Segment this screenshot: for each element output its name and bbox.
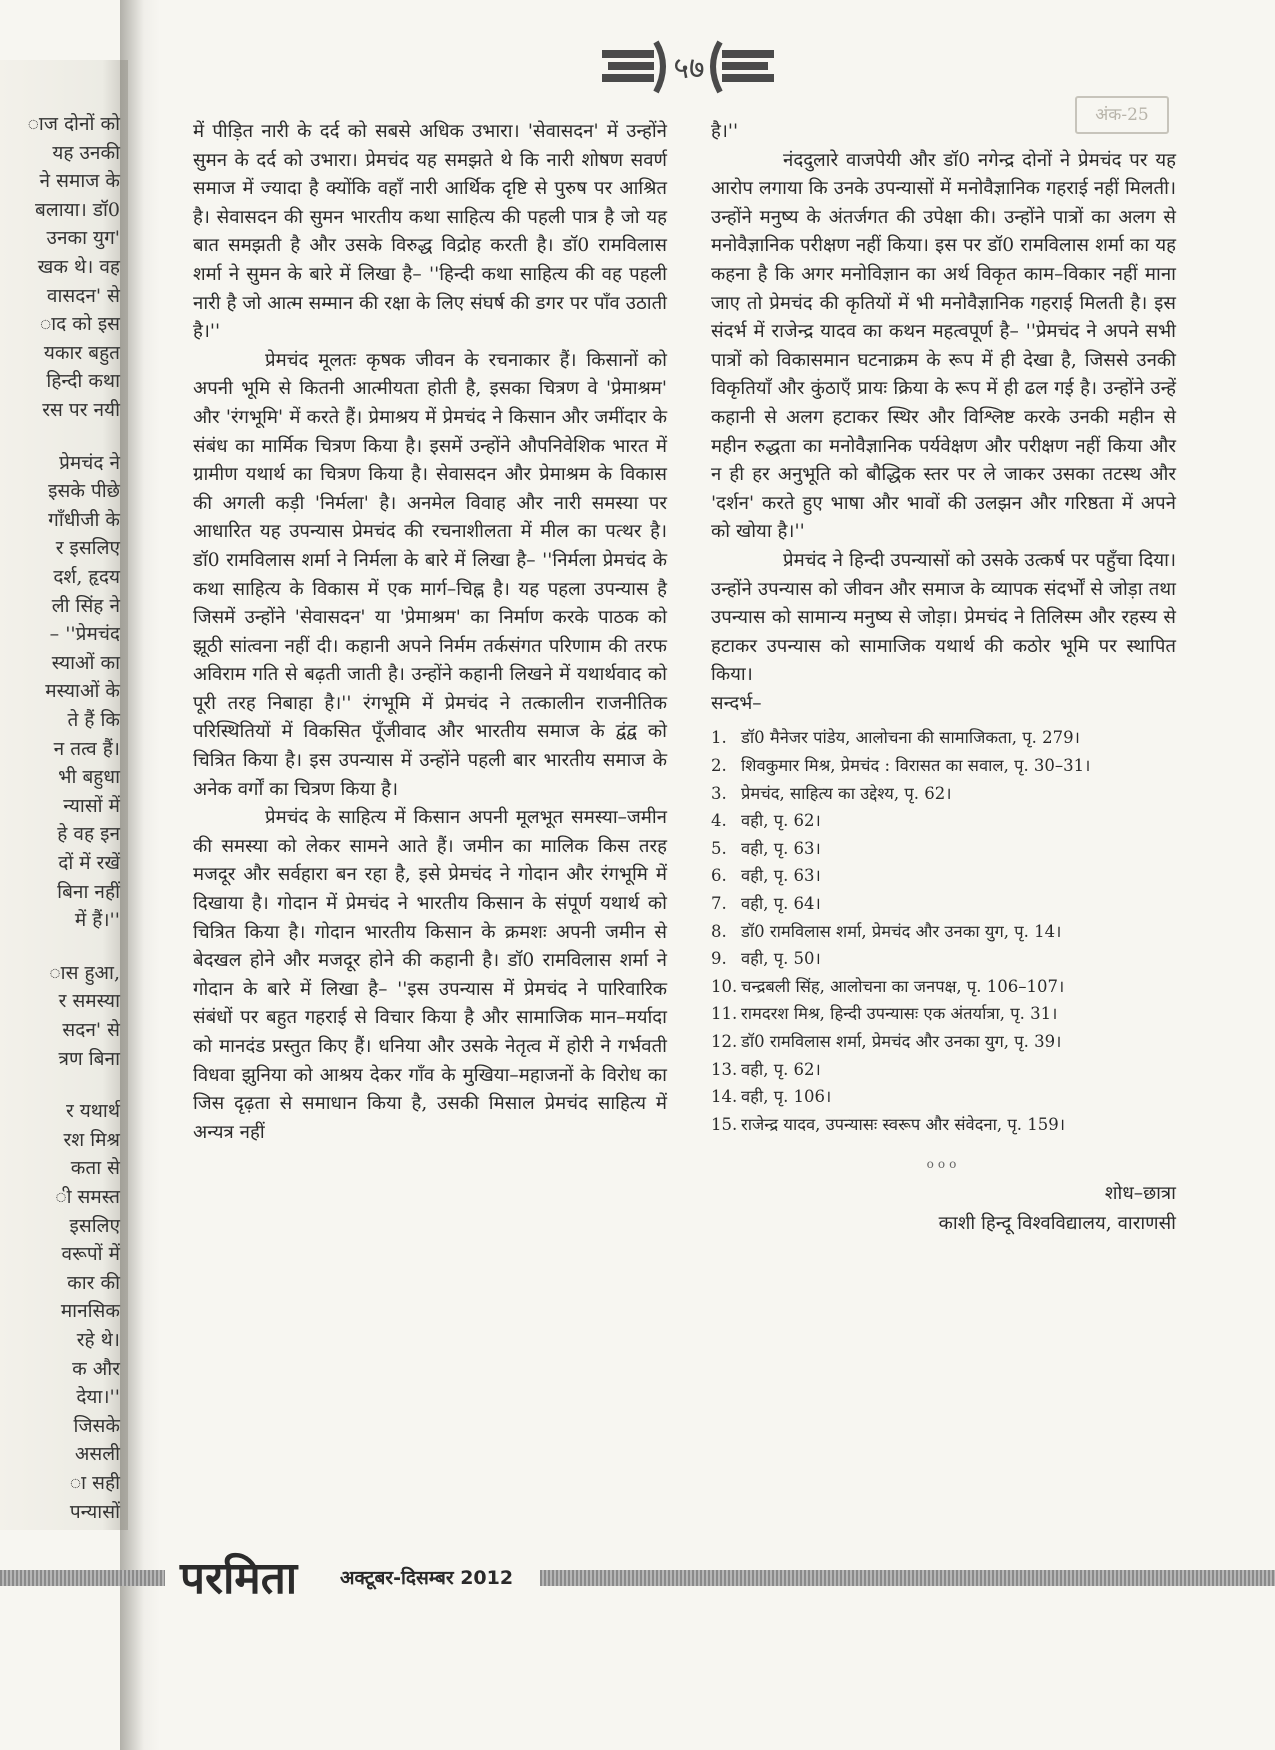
reference-number: 6. [711,866,727,886]
reference-item [711,1111,1176,1139]
reference-item [711,752,1176,780]
adjacent-page-line: र समस्या [58,990,120,1013]
adjacent-page-line: दों में रखें [58,852,120,874]
reference-item [711,1028,1176,1056]
adjacent-page-line: मानसिक [60,1300,120,1323]
adjacent-page-line: हे वह इन [57,823,120,846]
adjacent-page-line: न तत्व हैं। [53,737,120,760]
reference-text: राजेन्द्र यादव, उपन्यासः स्वरूप और संवेदना, पृ. 159। [741,1114,1066,1134]
reference-number: 9. [711,949,727,969]
adjacent-page-line: असली [74,1443,120,1466]
adjacent-page-line: ी समस्त [55,1186,120,1208]
adjacent-page-line: जिसके [73,1414,120,1437]
paragraph: नंददुलारे वाजपेयी और डॉ0 नगेन्द्र दोनों ने प्रेमचंद पर यह आरोप लगाया कि उनके उपन्यासों में मनोवैज्ञानिक गहराई नहीं मिलती। उन्होंने मनुष्य के अंतर्जगत की उपेक्षा की। उन्होंने पात्रों का अलग से मनोवैज्ञानिक परीक्षण नहीं किया। इस पर डॉ0 रामविलास शर्मा का यह कहना है कि अगर मनोविज्ञान का अर्थ विकृत काम–विकार नहीं माना जाए तो प्रेमचंद की कृतियों में भी मनोवैज्ञानिक गहराई मिलती है। इस संदर्भ में राजेन्द्र यादव का कथन महत्वपूर्ण है– ''प्रेमचंद ने अपने सभी पात्रों को विकासमान घटनाक्रम के रूप में ही देखा है, जिससे उनकी विकृतियाँ और कुंठाएँ प्रायः क्रिया के रूप में ही ढल गई है। उन्होंने उन्हें कहानी से अलग हटाकर स्थिर और विश्लिष्ट करके उनकी महीन से महीन रुद्धता का मनोवैज्ञानिक पर्यवेक्षण और परीक्षण नहीं किया और न ही हर अनुभूति को बौद्धिक स्तर पर ले जाकर उसका तटस्थ और 'दर्शन' करते हुए भाषा और भावों की उलझन और गरिष्ठता में अपने को खोया है।'' [711,149,1176,543]
references-title: सन्दर्भ– [711,692,762,714]
author-role: शोध–छात्रा [1104,1182,1176,1204]
adjacent-page-line: रस पर नयी [42,399,120,421]
quote-continuation: है।'' [711,121,739,142]
adjacent-page-line: कार की [67,1271,120,1294]
reference-number: 2. [711,756,727,776]
reference-number: 5. [711,838,727,858]
adjacent-page-line: रहे थे। [76,1329,120,1351]
adjacent-page-fragment [0,60,128,1530]
adjacent-page-line: बिना नहीं [57,880,120,903]
reference-number: 1. [711,728,727,748]
reference-number: 7. [711,894,727,914]
reference-text: वही, पृ. 62। [741,811,821,831]
reference-text: प्रेमचंद, साहित्य का उद्देश्य, पृ. 62। [741,783,952,803]
reference-item [711,1000,1176,1028]
book-gutter [120,0,160,1750]
adjacent-page-line: दर्श, हृदय [53,566,120,588]
reference-text: चन्द्रबली सिंह, आलोचना का जनपक्ष, पृ. 106–107। [741,976,1065,996]
reference-number: 10. [711,976,738,996]
adjacent-page-line: ाद को इस [39,313,120,336]
reference-item [711,724,1176,752]
adjacent-page-line: क और [72,1357,120,1380]
reference-number: 4. [711,811,727,831]
adjacent-page-line: र यथार्थ [65,1100,120,1123]
adjacent-page-line: सदन' से [62,1019,120,1041]
reference-item [711,1056,1176,1084]
reference-number: 13. [711,1059,738,1079]
reference-number: 12. [711,1032,738,1051]
reference-text: वही, पृ. 63। [741,838,821,858]
adjacent-page-line: देया।'' [76,1386,120,1409]
paragraph: प्रेमचंद मूलतः कृषक जीवन के रचनाकार हैं। किसानों को अपनी भूमि से कितनी आत्मीयता होती है, इसका चित्रण वे 'प्रेमाश्रम' और 'रंगभूमि' में करते हैं। प्रेमाश्रय में प्रेमचंद ने किसान और जमींदार के संबंध का मार्मिक चित्रण किया है। इसमें उन्होंने औपनिवेशिक भारत में ग्रामीण यथार्थ का चित्रण किया है। सेवासदन और प्रेमाश्रम के विकास की अगली कड़ी 'निर्मला' है। अनमेल विवाह और नारी समस्या पर आधारित यह उपन्यास प्रेमचंद की रचनाशीलता में मील का पत्थर है। डॉ0 रामविलास शर्मा ने निर्मला के बारे में लिखा है– ''निर्मला प्रेमचंद के कथा साहित्य के विकास में एक मार्ग–चिह्न है। यह पहला उपन्यास है जिसमें उन्होंने 'सेवासदन' या 'प्रेमाश्रम' का निर्माण करके पाठक को झूठी सांत्वना नहीं दी। कहानी अपने निर्मम तर्कसंगत परिणाम की तरफ अविराम गति से बढ़ती जाती है। उन्होंने कहानी लिखने में यथार्थवाद को पूरी तरह निबाहा है।'' रंगभूमि में प्रेमचंद ने तत्कालीन राजनीतिक परिस्थितियों में विकसित पूँजीवाद और भारतीय समाज के द्वंद्व को चित्रित किया है। इस उपन्यास में उन्होंने पहली बार भारतीय समाज के अनेक वर्गों का चित्रण किया है। [193,349,667,800]
reference-item [711,918,1176,946]
reference-number: 3. [711,783,727,803]
adjacent-page-line: मस्याओं के [45,680,120,703]
adjacent-page-line: ली सिंह ने [51,594,120,617]
reference-number: 8. [711,921,727,941]
adjacent-page-line: प्रेमचंद ने [59,451,120,474]
footer-rule-left [0,1570,165,1586]
references-list [711,724,1176,1138]
reference-item [711,1083,1176,1111]
page-number-ornament [600,36,775,96]
adjacent-page-line: स्याओं का [51,651,120,674]
reference-number: 14. [711,1087,738,1107]
adjacent-page-line: पन्यासों [69,1500,120,1523]
bleed-through-header: अंक-25 [1075,96,1169,134]
reference-text: वही, पृ. 62। [741,1059,821,1079]
adjacent-page-line: ा सही [69,1472,120,1494]
reference-text: वही, पृ. 106। [741,1087,832,1107]
footer-rule [540,1570,1275,1586]
adjacent-page-line: इसके पीछे [48,480,120,503]
page-number: ५७ [673,51,705,86]
adjacent-page-line: खक थे। वह [37,256,120,278]
author-affiliation: काशी हिन्दू विश्वविद्यालय, वाराणसी [938,1212,1176,1234]
issue-date: अक्टूबर-दिसम्बर 2012 [340,1567,514,1589]
adjacent-page-line: यकार बहुत [43,341,120,364]
paragraph: प्रेमचंद ने हिन्दी उपन्यासों को उसके उत्कर्ष पर पहुँचा दिया। उन्होंने उपन्यास को जीवन और समाज के व्यापक संदर्भों से जोड़ा तथा उपन्यास को सामान्य मनुष्य से जोड़ा। प्रेमचंद ने तिलिस्म और रहस्य से हटाकर उपन्यास को सामाजिक यथार्थ की कठोर भूमि पर स्थापित किया। [711,549,1176,686]
reference-number: 15. [711,1114,738,1134]
reference-item [711,807,1176,835]
adjacent-page-line: ते हैं कि [67,709,120,731]
adjacent-page-line: वासदन' से [46,284,120,307]
adjacent-page-line: कता से [70,1157,120,1180]
reference-item [711,973,1176,1001]
reference-item [711,862,1176,890]
reference-text: डॉ0 रामविलास शर्मा, प्रेमचंद और उनका युग, पृ. 14। [741,921,1062,941]
reference-item [711,890,1176,918]
paragraph: प्रेमचंद के साहित्य में किसान अपनी मूलभूत समस्या–जमीन की समस्या को लेकर सामने आते हैं। जमीन का मालिक किस तरह मजदूर और सर्वहारा बन रहा है, इसे प्रेमचंद ने गोदान और रंगभूमि में दिखाया है। गोदान में प्रेमचंद ने भारतीय किसान के संपूर्ण यथार्थ को चित्रित किया है। गोदान भारतीय किसान के क्रमशः अपनी जमीन से बेदखल होने और मजदूर होने की कहानी है। डॉ0 रामविलास शर्मा ने गोदान के बारे में लिखा है– ''इस उपन्यास में प्रेमचंद ने पारिवारिक संबंधों पर बहुत गहराई से विचार किया है और सामाजिक मान–मर्यादा को मानदंड प्रस्तुत किए हैं। धनिया और उसके नेतृत्व में होरी ने गर्भवती विधवा झुनिया को आश्रय देकर गाँव के मुखिया–महाजनों के विरोध का जिस दृढ़ता से समाधान किया है, उसकी मिसाल प्रेमचंद साहित्य में अन्यत्र नहीं [193,807,667,1143]
adjacent-page-line: न्यासों में [63,794,120,817]
adjacent-page-line: इसलिए [69,1214,120,1237]
reference-item [711,835,1176,863]
adjacent-page-line: – ''प्रेमचंद [49,623,120,646]
adjacent-page-line: बलाया। डॉ0 [34,198,120,221]
reference-text: डॉ0 रामविलास शर्मा, प्रेमचंद और उनका युग, पृ. 39। [741,1032,1062,1051]
left-column [193,118,667,1147]
adjacent-page-line: उनका युग' [46,227,120,250]
reference-item [711,780,1176,808]
reference-text: डॉ0 मैनेजर पांडेय, आलोचना की सामाजिकता, पृ. 279। [741,728,1080,748]
adjacent-page-line: रश मिश्र [63,1128,120,1151]
paragraph: में पीड़ित नारी के दर्द को सबसे अधिक उभारा। 'सेवासदन' में उन्होंने सुमन के दर्द को उभारा। प्रेमचंद यह समझते थे कि नारी शोषण सवर्ण समाज में ज्यादा है क्योंकि वहाँ नारी आर्थिक दृष्टि से पुरुष पर आश्रित है। सेवासदन की सुमन भारतीय कथा साहित्य की पहली पात्र है जो यह बात समझती है और उसके विरुद्ध विद्रोह करती है। डॉ0 रामविलास शर्मा ने सुमन के बारे में लिखा है– ''हिन्दी कथा साहित्य की वह पहली नारी है जो आत्म सम्मान की रक्षा के लिए संघर्ष की डगर पर पाँव उठाती है।'' [193,121,667,343]
adjacent-page-line: हिन्दी कथा [46,370,120,393]
reference-text: शिवकुमार मिश्र, प्रेमचंद : विरासत का सवाल, पृ. 30–31। [741,756,1091,776]
reference-text: वही, पृ. 64। [741,894,821,914]
magazine-brand: परमिता [180,1553,298,1604]
adjacent-page-line: भी बहुधा [58,766,120,789]
section-separator: ooo [926,1157,961,1172]
right-column [711,118,1176,1239]
reference-text: रामदरश मिश्र, हिन्दी उपन्यासः एक अंतर्यात्रा, पृ. 31। [741,1004,1058,1024]
adjacent-page-line: ास हुआ, [49,961,120,984]
adjacent-page-line: त्रण बिना [58,1047,120,1070]
adjacent-page-line: ाज दोनों को [27,113,120,135]
adjacent-page-line: र इसलिए [55,537,120,560]
reference-number: 11. [711,1004,738,1024]
adjacent-page-line: यह उनकी [52,141,120,164]
reference-text: वही, पृ. 50। [741,949,821,969]
reference-item [711,945,1176,973]
adjacent-page-line: में हैं।'' [74,909,120,932]
adjacent-page-line: ने समाज के [39,170,120,193]
adjacent-page-line: वरूपों में [61,1243,120,1266]
adjacent-page-line: गाँधीजी के [48,508,120,531]
reference-text: वही, पृ. 63। [741,866,821,886]
page-footer [180,1552,1275,1612]
